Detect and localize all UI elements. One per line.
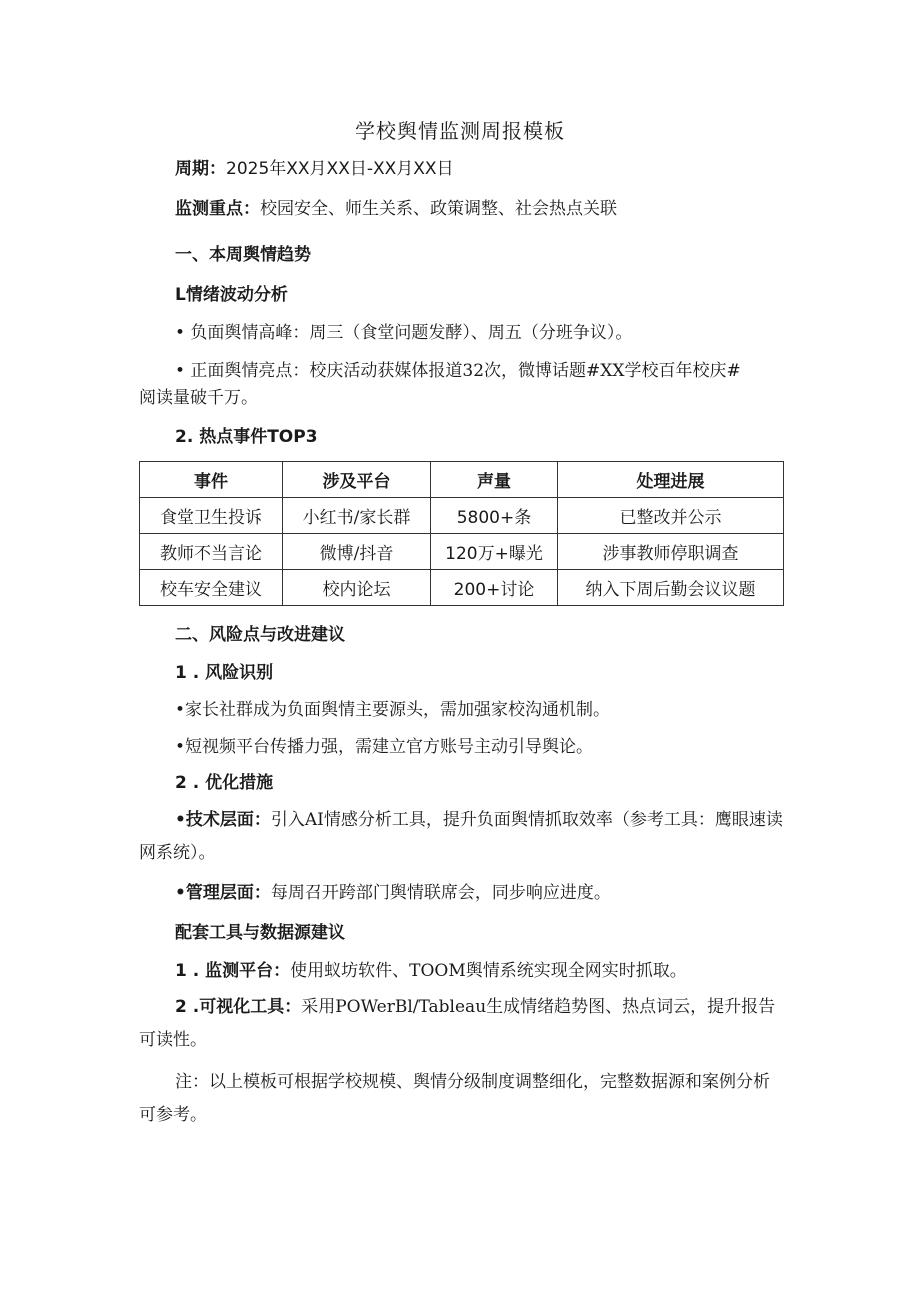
tools-heading: 配套工具与数据源建议 — [175, 923, 345, 943]
measure-mgmt-text: 每周召开跨部门舆情联席会，同步响应进度。 — [270, 883, 611, 903]
cell-platform: 微博/抖音 — [283, 534, 431, 570]
cell-event: 食堂卫生投诉 — [140, 498, 283, 534]
section1-sub1: L情绪波动分析 — [175, 285, 288, 305]
period-value: 2025年XX月XX日-XX月XX日 — [226, 159, 454, 179]
tools-item-1-label: 1 . 监测平台： — [175, 961, 291, 981]
document-title: 学校舆情监测周报模板 — [355, 119, 565, 143]
section2-sub1: 1 . 风险识别 — [175, 663, 274, 683]
section1-bullet2-line1: • 正面舆情亮点：校庆活动获媒体报道32次，微博话题#XX学校百年校庆# — [175, 361, 741, 381]
cell-volume: 120万+曝光 — [431, 534, 558, 570]
cell-platform: 校内论坛 — [283, 570, 431, 606]
tools-item-2 — [139, 991, 784, 1057]
focus-label: 监测重点： — [175, 199, 260, 219]
section2-heading: 二、风险点与改进建议 — [175, 625, 345, 645]
cell-volume: 200+讨论 — [431, 570, 558, 606]
cell-platform: 小红书/家长群 — [283, 498, 431, 534]
measure-tech-text: 引入AI情感分析工具，提升负面舆情抓取效率（参考工具：鹰眼速读网系统）。 — [139, 810, 783, 863]
header-volume: 声量 — [431, 462, 558, 498]
period-label: 周期： — [175, 159, 226, 179]
tools-item-2-label: 2 .可视化工具： — [175, 997, 302, 1017]
tools-item-1-text: 使用蚁坊软件、TOOM舆情系统实现全网实时抓取。 — [290, 961, 687, 981]
measure-tech-label: •技术层面： — [175, 810, 271, 830]
cell-volume: 5800+条 — [431, 498, 558, 534]
risk-item-1: •家长社群成为负面舆情主要源头，需加强家校沟通机制。 — [175, 700, 611, 720]
cell-progress: 纳入下周后勤会议议题 — [558, 570, 784, 606]
section1-bullet1: • 负面舆情高峰：周三（食堂问题发酵）、周五（分班争议）。 — [175, 323, 633, 343]
section2-sub2: 2 . 优化措施 — [175, 773, 274, 793]
period-line — [175, 157, 454, 181]
measure-tech — [139, 804, 784, 870]
measure-mgmt-label: •管理层面： — [175, 883, 271, 903]
measure-mgmt — [175, 881, 611, 905]
cell-progress: 已整改并公示 — [558, 498, 784, 534]
hot-events-table — [139, 461, 784, 606]
section1-bullet2-line2: 阅读量破千万。 — [139, 388, 258, 408]
note-text: 注：以上模板可根据学校规模、舆情分级制度调整细化，完整数据源和案例分析可参考。 — [139, 1072, 770, 1125]
table-header-row — [140, 462, 784, 498]
header-platform: 涉及平台 — [283, 462, 431, 498]
tools-item-2-text: 采用POWerBl/Tableau生成情绪趋势图、热点词云，提升报告可读性。 — [139, 997, 776, 1050]
table-row — [140, 534, 784, 570]
cell-progress: 涉事教师停职调查 — [558, 534, 784, 570]
table-row — [140, 570, 784, 606]
focus-value: 校园安全、师生关系、政策调整、社会热点关联 — [260, 199, 617, 219]
section1-sub2: 2. 热点事件TOP3 — [175, 427, 318, 447]
note-paragraph — [139, 1066, 784, 1132]
header-progress: 处理进展 — [558, 462, 784, 498]
cell-event: 教师不当言论 — [140, 534, 283, 570]
header-event: 事件 — [140, 462, 283, 498]
section1-heading: 一、本周舆情趋势 — [175, 245, 311, 265]
focus-line — [175, 197, 617, 221]
risk-item-2: •短视频平台传播力强，需建立官方账号主动引导舆论。 — [175, 737, 594, 757]
cell-event: 校车安全建议 — [140, 570, 283, 606]
tools-item-1 — [175, 959, 687, 983]
table-row — [140, 498, 784, 534]
